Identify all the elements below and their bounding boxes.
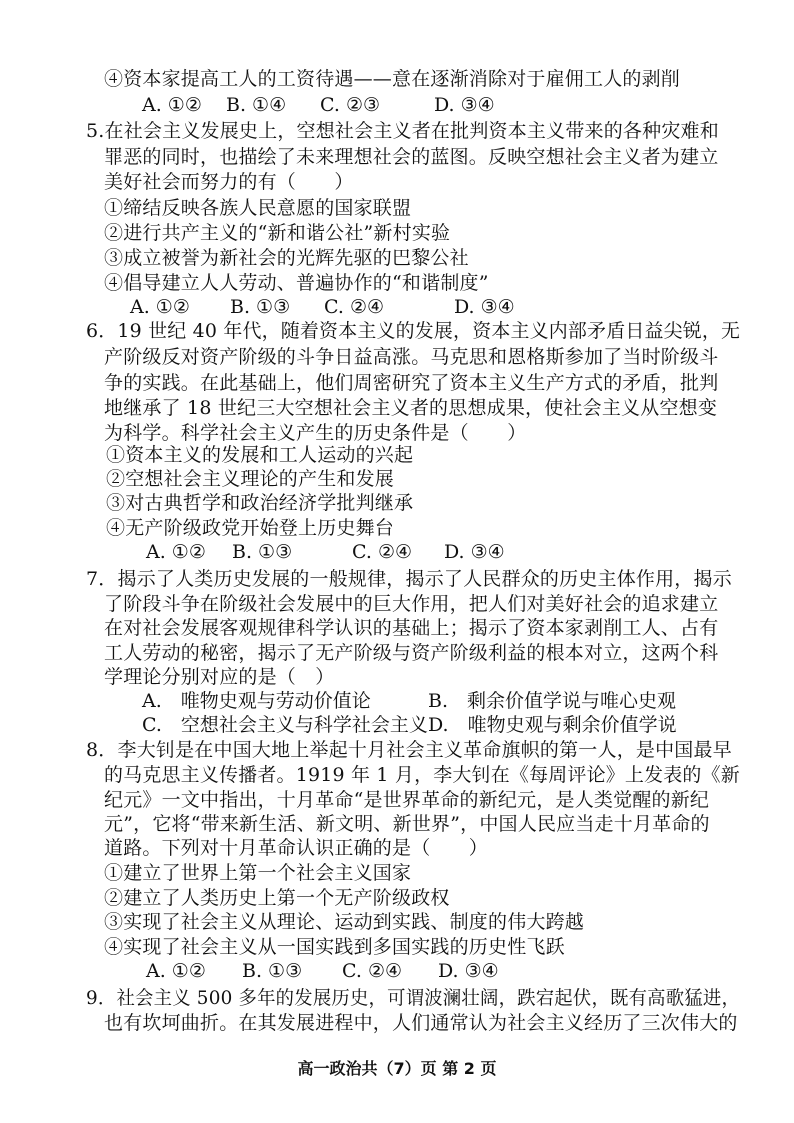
q5-option-a: A. ①② <box>130 296 190 318</box>
q7-option-a: A. 唯物史观与劳动价值论 <box>142 690 371 712</box>
q7-option-d: D. 唯物史观与剩余价值学说 <box>428 714 677 736</box>
q7-stem-line-1: 7．揭示了人类历史发展的一般规律，揭示了人民群众的历史主体作用，揭示 <box>86 568 732 590</box>
q5-item-1: ①缔结反映各族人民意愿的国家联盟 <box>104 197 412 219</box>
q6-stem-line-2: 产阶级反对资产阶级的斗争日益高涨。马克思和恩格斯参加了当时阶级斗 <box>104 346 719 368</box>
q6-stem-line-5: 为科学。科学社会主义产生的历史条件是（ ） <box>104 422 527 444</box>
q7-options <box>142 688 702 740</box>
q8-item-3: ③实现了社会主义从理论、运动到实践、制度的伟大跨越 <box>104 911 585 933</box>
q7-stem-line-4: 工人劳动的秘密，揭示了无产阶级与资产阶级利益的根本对立，这两个科 <box>104 642 719 664</box>
q8-item-4: ④实现了社会主义从一国实践到多国实践的历史性飞跃 <box>104 936 565 958</box>
q7-option-c: C. 空想社会主义与科学社会主义 <box>142 714 428 736</box>
q5-stem-line-2: 罪恶的同时，也描绘了未来理想社会的蓝图。反映空想社会主义者为建立 <box>104 146 719 168</box>
q6-item-3: ③对古典哲学和政治经济学批判继承 <box>106 492 414 514</box>
q5-option-d: D. ③④ <box>454 296 515 318</box>
q6-stem-line-4: 地继承了 18 世纪三大空想社会主义者的思想成果，使社会主义从空想变 <box>104 397 718 419</box>
q5-item-3: ③成立被誉为新社会的光辉先驱的巴黎公社 <box>104 247 469 269</box>
q5-item-4: ④倡导建立人人劳动、普遍协作的“和谐制度” <box>104 272 489 294</box>
q5-stem-line-3: 美好社会而努力的有（ ） <box>104 171 354 193</box>
q8-stem-line-4: 元”，它将“带来新生活、新文明、新世界”，中国人民应当走十月革命的 <box>104 813 710 835</box>
q6-item-4: ④无产阶级政党开始登上历史舞台 <box>106 517 395 539</box>
q5-option-c: C. ②④ <box>324 296 385 318</box>
q9-stem-line-1: 9．社会主义 500 多年的发展历史，可谓波澜壮阔，跌宕起伏，既有高歌猛进， <box>86 987 741 1009</box>
q8-option-a: A. ①② <box>146 960 206 982</box>
q4-option-b: B. ①④ <box>226 94 287 116</box>
q7-stem-line-3: 在对社会发展客观规律科学认识的基础上；揭示了资本家剥削工人、占有 <box>104 617 719 639</box>
q8-stem-line-1: 8．李大钊是在中国大地上举起十月社会主义革命旗帜的第一人，是中国最早 <box>86 739 732 761</box>
q4-option-a: A. ①② <box>142 94 202 116</box>
q4-item-4: ④资本家提高工人的工资待遇——意在逐渐消除对于雇佣工人的剥削 <box>104 68 681 90</box>
q7-stem-line-2: 了阶段斗争在阶级社会发展中的巨大作用，把人们对美好社会的追求建立 <box>104 593 719 615</box>
q8-stem-line-2: 的马克思主义传播者。1919 年 1 月，李大钊在《每周评论》上发表的《新 <box>104 764 740 786</box>
q6-stem-line-1: 6．19 世纪 40 年代，随着资本主义的发展，资本主义内部矛盾日益尖锐，无 <box>86 320 741 342</box>
q8-stem-line-5: 道路。下列对十月革命认识正确的是（ ） <box>104 837 489 859</box>
q4-option-c: C. ②③ <box>320 94 381 116</box>
q6-option-b: B. ①③ <box>232 541 293 563</box>
q6-stem-line-3: 争的实践。在此基础上，他们周密研究了资本主义生产方式的矛盾，批判 <box>104 372 719 394</box>
q5-item-2: ②进行共产主义的“新和谐公社”新村实验 <box>104 222 451 244</box>
q8-option-b: B. ①③ <box>242 960 303 982</box>
q6-item-1: ①资本主义的发展和工人运动的兴起 <box>106 444 414 466</box>
q8-item-2: ②建立了人类历史上第一个无产阶级政权 <box>104 887 450 909</box>
q6-option-c: C. ②④ <box>352 541 413 563</box>
q6-option-a: A. ①② <box>146 541 206 563</box>
q7-option-b: B. 剩余价值学说与唯心史观 <box>428 690 677 712</box>
q6-option-d: D. ③④ <box>444 541 505 563</box>
q8-option-d: D. ③④ <box>438 960 499 982</box>
q8-item-1: ①建立了世界上第一个社会主义国家 <box>104 862 412 884</box>
q6-item-2: ②空想社会主义理论的产生和发展 <box>106 468 395 490</box>
q5-stem-line-1: 5.在社会主义发展史上，空想社会主义者在批判资本主义带来的各种灾难和 <box>86 120 719 142</box>
q5-option-b: B. ①③ <box>230 296 291 318</box>
q7-stem-line-5: 学理论分别对应的是（ ） <box>104 666 335 688</box>
page-footer: 高一政治共（7）页 第 2 页 <box>297 1059 497 1078</box>
q8-option-c: C. ②④ <box>342 960 403 982</box>
q9-stem-line-2: 也有坎坷曲折。在其发展进程中，人们通常认为社会主义经历了三次伟大的 <box>104 1012 738 1034</box>
q4-option-d: D. ③④ <box>434 94 495 116</box>
q8-stem-line-3: 纪元》一文中指出，十月革命“是世界革命的新纪元，是人类觉醒的新纪 <box>104 789 710 811</box>
